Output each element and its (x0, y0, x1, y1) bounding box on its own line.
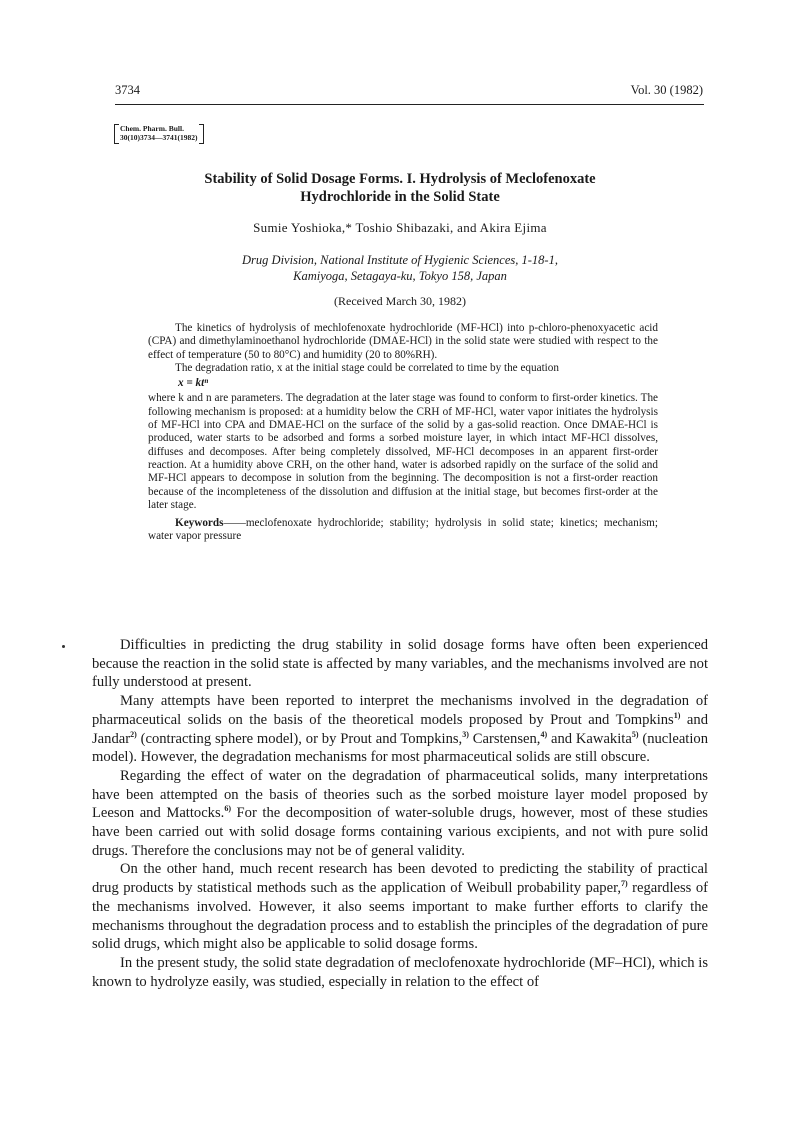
abstract-paragraph-3: where k and n are parameters. The degradation at the later stage was found to conform to first-order kinetics. The following mechanism is proposed: at a humidity below the CRH of MF-HCl, water vapor initiates the hydrolysis of MF-HCl into CPA and DMAE-HCl on the surface of the solid by a gas-solid reaction. Once DMAE-HCl is produced, water starts to be adsorbed and forms a sorbed moisture layer, in which intact MF-HCl dissolves, diffuses and decomposes. After being completely dissolved, MF-HCl decomposes in an apparent first-order reaction. At a humidity above CRH, on the other hand, water is adsorbed rapidly on the surface of the solid and MF-HCl appears to decompose in solution from the beginning. The decomposition is not a first-order reaction because of the incompleteness of the dissolution and diffusion at the initial stage, but becomes first-order at the later stage. (148, 392, 658, 511)
title-line-1: Stability of Solid Dosage Forms. I. Hydrolysis of Meclofenoxate (204, 171, 596, 187)
body-p4-text-b: regardless of the mechanisms involved. However, it also seems important to make further efforts to clarify the mechanisms throughout the degradation process and to establish the principles of the degradation of pure solid drugs, which might also be applicable to solid dosage forms. (92, 880, 708, 953)
reference-2: 2) (130, 729, 137, 739)
title-line-2: Hydrochloride in the Solid State (300, 189, 500, 205)
body-p2-text-f: (nucleation model). However, the degradation mechanisms for most pharmaceutical solids are still obscure. (92, 730, 709, 766)
body-paragraph-3 (92, 767, 708, 861)
body-p3-text-b: For the decomposition of water-soluble drugs, however, most of these studies have been carried out with solid dosage forms containing various excipients, and not with pure solid drugs. Therefore the conclusions may not be of general validity. (92, 805, 708, 859)
abstract (148, 322, 658, 544)
body-p2-text-d: Carstensen, (468, 730, 541, 747)
affiliation-line-2: Kamiyoga, Setagaya-ku, Tokyo 158, Japan (293, 269, 507, 283)
body-p2-text-a: Many attempts have been reported to interpret the mechanisms involved in the degradation of pharmaceutical solids on the basis of the theoretical models proposed by Prout and Tompkins (92, 693, 708, 728)
citation-pages: 30(10)3734—3741(1982) (120, 133, 198, 142)
keywords (148, 517, 658, 544)
journal-citation (120, 124, 198, 142)
volume-info: Vol. 30 (1982) (630, 83, 703, 97)
body-p2-text-e: and Kawakita (547, 730, 632, 747)
citation-bracket-left (114, 124, 119, 144)
body-paragraph-1: Difficulties in predicting the drug stability in solid dosage forms have often been experienced because the reaction in the solid state is affected by many variables, and the mechanisms involved are not fully understood at present. (92, 637, 708, 691)
body-paragraph-4 (92, 860, 708, 954)
page-number: 3734 (115, 83, 140, 97)
header-rule (115, 104, 704, 105)
abstract-paragraph-1: The kinetics of hydrolysis of mechlofenoxate hydrochloride (MF-HCl) into p-chloro-phenoxyacetic acid (CPA) and dimethylaminoethanol hydrochloride (DMAE-HCl) in the solid state were studied with respect to the effect of temperature (50 to 80°C) and humidity (20 to 80%RH). (148, 322, 658, 361)
reference-5: 5) (631, 729, 639, 739)
body-p4-text-a: On the other hand, much recent research has been devoted to predicting the stability of practical drug products by statistical methods such as the application of Weibull probability paper, (92, 861, 708, 897)
reference-6: 6) (224, 804, 231, 814)
reference-7: 7) (621, 879, 628, 889)
article-title (140, 170, 660, 206)
abstract-paragraph-2: The degradation ratio, x at the initial stage could be correlated to time by the equation (175, 361, 559, 374)
received-date: (Received March 30, 1982) (334, 294, 466, 308)
rate-equation: x = ktⁿ (178, 377, 209, 390)
body-text (92, 636, 708, 991)
affiliation (140, 252, 660, 284)
keywords-label: Keywords (175, 517, 224, 530)
reference-4: 4) (540, 729, 548, 739)
body-p3-text-a: Regarding the effect of water on the degradation of pharmaceutical solids, many interpretations have been attempted on the basis of theories such as the sorbed moisture layer model proposed by Leeson and Mattocks. (92, 767, 708, 822)
margin-dot (62, 645, 65, 648)
reference-3: 3) (462, 729, 469, 739)
reference-1: 1) (673, 710, 681, 720)
keywords-list: ——meclofenoxate hydrochloride; stability; hydrolysis in solid state; kinetics; mechanism; water vapor pressure (148, 517, 658, 543)
body-paragraph-2 (92, 692, 708, 767)
citation-bracket-right (199, 124, 204, 144)
body-p2-text-b: and Jandar (92, 711, 708, 747)
citation-journal: Chem. Pharm. Bull. (120, 124, 184, 133)
body-p2-text-c: (contracting sphere model), or by Prout and Tompkins, (136, 730, 463, 747)
affiliation-line-1: Drug Division, National Institute of Hygienic Sciences, 1-18-1, (242, 253, 558, 267)
body-paragraph-5: In the present study, the solid state degradation of meclofenoxate hydrochloride (MF–HCl), which is known to hydrolyze easily, was studied, especially in relation to the effect of (92, 954, 708, 990)
author-list: Sumie Yoshioka,* Toshio Shibazaki, and Akira Ejima (253, 220, 547, 235)
